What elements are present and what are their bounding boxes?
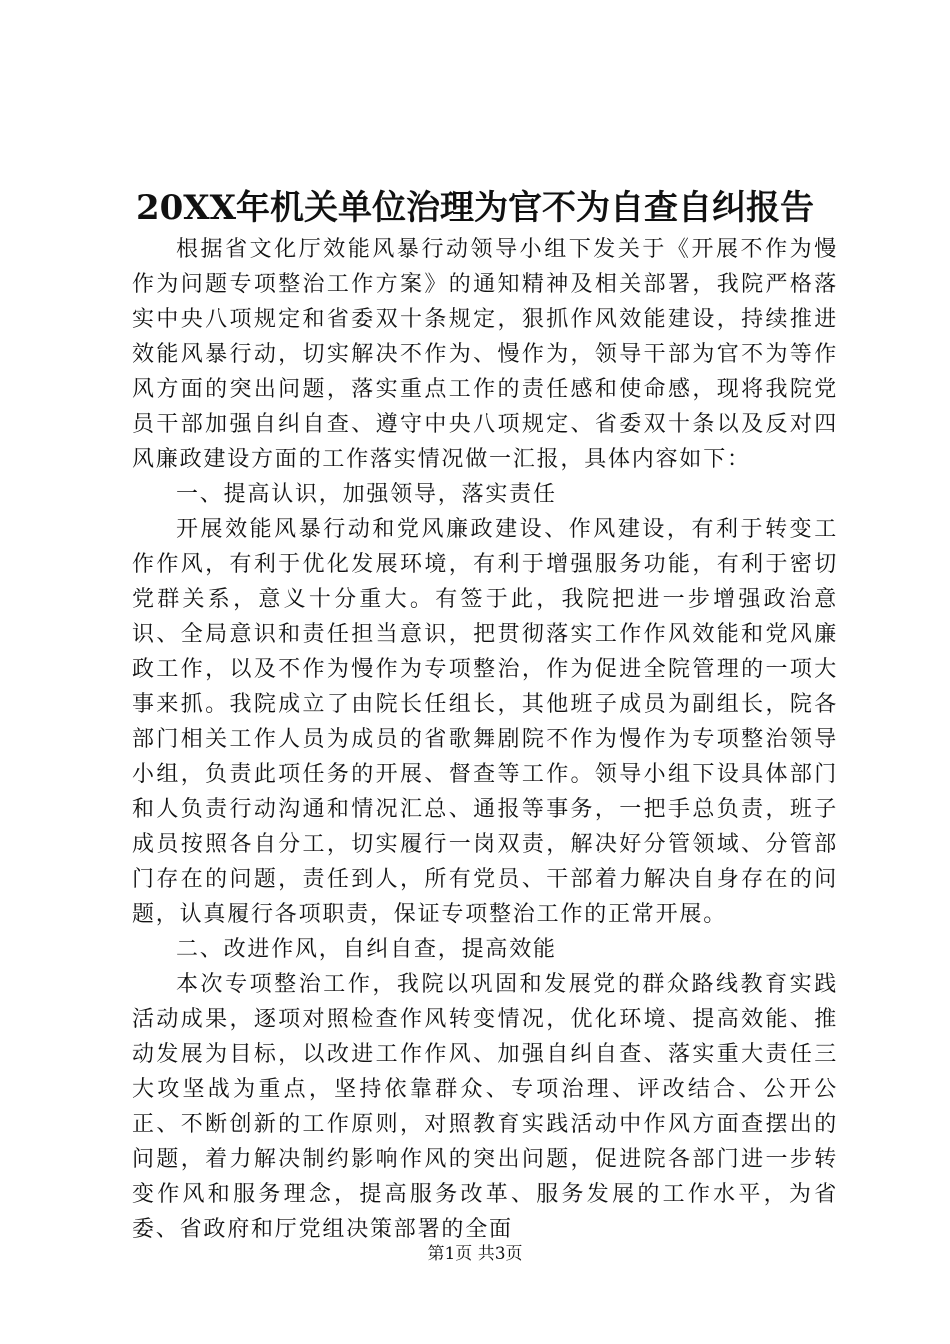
document-title: 20XX年机关单位治理为官不为自查自纠报告 [135, 188, 815, 228]
paragraph-section-2: 本次专项整治工作，我院以巩固和发展党的群众路线教育实践活动成果，逐项对照检查作风转变情况，优化环境、提高效能、推动发展为目标，以改进工作作风、加强自纠自查、落实重大责任三大攻坚战为重点，坚持依靠群众、专项治理、评改结合、公开公正、不断创新的工作原则，对照教育实践活动中作风方面查摆出的问题，着力解决制约影响作风的突出问题，促进院各部门进一步转变作风和服务理念，提高服务改革、服务发展的工作水平，为省委、省政府和厅党组决策部署的全面 [132, 972, 838, 1242]
section-heading-2: 二、改进作风，自纠自查，提高效能 [176, 937, 557, 962]
paragraph-section-1: 开展效能风暴行动和党风廉政建设、作风建设，有利于转变工作作风，有利于优化发展环境，有利于增强服务功能，有利于密切党群关系，意义十分重大。有签于此，我院把进一步增强政治意识、全局意识和责任担当意识，把贯彻落实工作作风效能和党风廉政工作，以及不作为慢作为专项整治，作为促进全院管理的一项大事来抓。我院成立了由院长任组长，其他班子成员为副组长，院各部门相关工作人员为成员的省歌舞剧院不作为慢作为专项整治领导小组，负责此项任务的开展、督查等工作。领导小组下设具体部门和人负责行动沟通和情况汇总、通报等事务，一把手总负责，班子成员按照各自分工，切实履行一岗双责，解决好分管领域、分管部门存在的问题，责任到人，所有党员、干部着力解决自身存在的问题，认真履行各项职责，保证专项整治工作的正常开展。 [132, 517, 838, 927]
page-total: 共3页 [477, 1244, 523, 1264]
paragraph-intro: 根据省文化厅效能风暴行动领导小组下发关于《开展不作为慢作为问题专项整治工作方案》的通知精神及相关部署，我院严格落实中央八项规定和省委双十条规定，狠抓作风效能建设，持续推进效能风暴行动，切实解决不作为、慢作为，领导干部为官不为等作风方面的突出问题，落实重点工作的责任感和使命感，现将我院党员干部加强自纠自查、遵守中央八项规定、省委双十条以及反对四风廉政建设方面的工作落实情况做一汇报，具体内容如下： [132, 237, 838, 472]
section-heading-1: 一、提高认识，加强领导，落实责任 [176, 482, 557, 507]
page-number: 第1页 [427, 1244, 473, 1264]
page-footer [0, 1243, 950, 1265]
document-body [132, 232, 838, 1247]
